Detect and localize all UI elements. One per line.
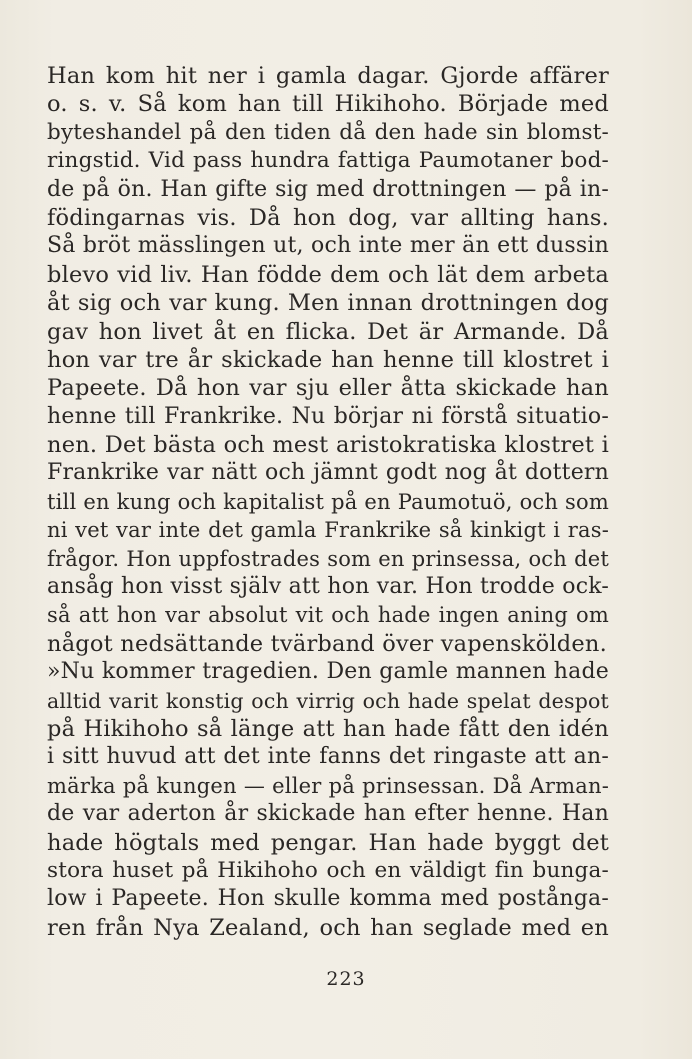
text-line: ren från Nya Zealand, och han seglade med en: [47, 914, 609, 941]
text-line: alltid varit konstig och virrig och hade spelat despot: [47, 688, 609, 713]
text-line: gav hon livet åt en flicka. Det är Armande. Då: [47, 318, 609, 345]
text-line: på Hikihoho så länge att han hade fått den idén: [47, 715, 609, 742]
text-line: födingarnas vis. Då hon dog, var allting hans.: [47, 204, 609, 231]
body-text: [47, 62, 609, 942]
text-line: stora huset på Hikihoho och en väldigt fin bunga-: [47, 857, 609, 883]
text-line: Frankrike var nätt och jämnt godt nog åt dottern: [47, 460, 609, 486]
text-line: hon var tre år skickade han henne till klostret i: [47, 346, 609, 373]
text-line: märka på kungen — eller på prinsessan. Då Arman-: [47, 773, 609, 798]
text-line: åt sig och var kung. Men innan drottningen dog: [47, 290, 609, 317]
text-line: till en kung och kapitalist på en Paumotuö, och som: [47, 489, 609, 514]
text-line: ringstid. Vid pass hundra fattiga Paumotaner bod-: [47, 148, 609, 174]
text-line: o. s. v. Så kom han till Hikihoho. Började med: [47, 91, 609, 118]
text-line: henne till Frankrike. Nu börjar ni förstå situatio-: [47, 403, 609, 429]
text-line: nen. Det bästa och mest aristokratiska klostret i: [47, 432, 609, 459]
text-line: blevo vid liv. Han födde dem och lät dem arbeta: [47, 261, 609, 288]
text-line: byteshandel på den tiden då den hade sin blomst-: [47, 119, 609, 145]
text-line: low i Papeete. Hon skulle komma med postånga-: [47, 886, 609, 912]
text-line: något nedsättande tvärband över vapenskölden.: [47, 630, 607, 657]
text-line: »Nu kommer tragedien. Den gamle mannen hade: [47, 659, 609, 685]
text-line: ni vet var inte det gamla Frankrike så kinkigt i ras-: [47, 518, 609, 543]
text-line: i sitt huvud att det inte fanns det ringaste att an-: [47, 744, 609, 770]
text-line: de var aderton år skickade han efter henne. Han: [47, 801, 609, 827]
text-line: så att hon var absolut vit och hade ingen aning om: [47, 603, 609, 628]
text-line: Han kom hit ner i gamla dagar. Gjorde affärer: [47, 63, 609, 89]
page-number: 223: [326, 968, 366, 990]
text-line: frågor. Hon uppfostrades som en prinsessa, och det: [47, 546, 609, 571]
text-line: Papeete. Då hon var sju eller åtta skickade han: [47, 375, 609, 402]
text-line: de på ön. Han gifte sig med drottningen — på in-: [47, 176, 609, 202]
text-line: hade högtals med pengar. Han hade byggt det: [47, 829, 609, 856]
text-line: ansåg hon visst själv att hon var. Hon trodde ock-: [47, 574, 609, 600]
text-line: Så bröt mässlingen ut, och inte mer än ett dussin: [47, 233, 609, 259]
